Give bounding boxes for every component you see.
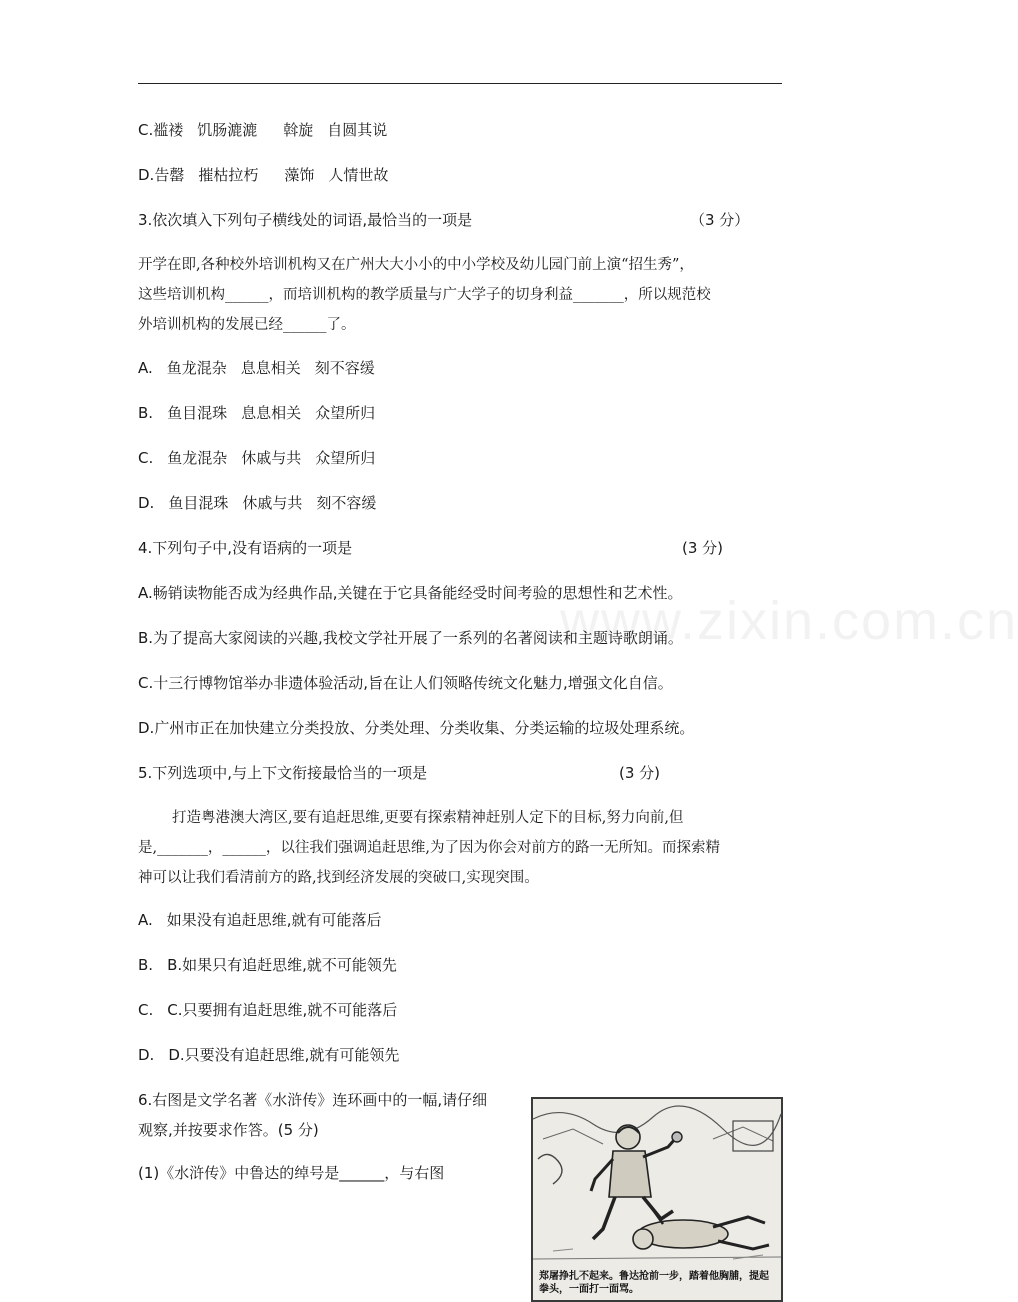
q3-option-c: C. 鱼龙混杂 休戚与共 众望所归 (138, 449, 376, 467)
q5-passage-line-1: 打造粤港澳大湾区,要有追赶思维,更要有探索精神赶别人定下的目标,努力向前,但 (172, 810, 684, 826)
q4-option-a: A.畅销读物能否成为经典作品,关键在于它具备能经受时间考验的思想性和艺术性。 (138, 584, 683, 602)
q6-stem-line-1: 6.右图是文学名著《水浒传》连环画中的一幅,请仔细 (138, 1091, 488, 1109)
q4-score: (3 分) (682, 539, 724, 557)
q5-stem: 5.下列选项中,与上下文衔接最恰当的一项是 (138, 764, 428, 782)
q5-passage-line-3: 神可以让我们看清前方的路,找到经济发展的突破口,实现突围。 (138, 870, 539, 886)
q5-passage-line-2: 是,_______，______，以往我们强调追赶思维,为了因为你会对前方的路一无所知。而探索精 (138, 840, 720, 856)
comic-illustration (531, 1097, 783, 1302)
comic-caption: 郑屠挣扎不起来。鲁达抢前一步，踏着他胸脯，提起拳头，一面打一面骂。 (539, 1271, 769, 1295)
q5-option-d: D. D.只要没有追赶思维,就有可能领先 (138, 1046, 400, 1064)
q3-option-d: D. 鱼目混珠 休戚与共 刻不容缓 (138, 494, 377, 512)
q5-option-b: B. B.如果只有追赶思维,就不可能领先 (138, 956, 397, 974)
q6-sub-question-1: (1)《水浒传》中鲁达的绰号是______，与右图 (138, 1164, 445, 1182)
option-d-line: D.告罄 摧枯拉朽 藻饰 人情世故 (138, 166, 389, 184)
q3-stem: 3.依次填入下列句子横线处的词语,最恰当的一项是 (138, 211, 473, 229)
q5-score: (3 分) (619, 764, 661, 782)
q6-stem-line-2: 观察,并按要求作答。(5 分) (138, 1121, 319, 1139)
q5-option-a: A. 如果没有追赶思维,就有可能落后 (138, 911, 382, 929)
option-c-line: C.褴褛 饥肠漉漉 斡旋 自圆其说 (138, 121, 388, 139)
q4-stem: 4.下列句子中,没有语病的一项是 (138, 539, 353, 557)
q4-option-d: D.广州市正在加快建立分类投放、分类处理、分类收集、分类运输的垃圾处理系统。 (138, 719, 695, 737)
watermark-text: www.zixin.com.cn (560, 591, 1018, 651)
header-rule (138, 83, 782, 84)
q4-option-b: B.为了提高大家阅读的兴趣,我校文学社开展了一系列的名著阅读和主题诗歌朗诵。 (138, 629, 683, 647)
comic-drawing (533, 1099, 781, 1269)
q3-passage-line-1: 开学在即,各种校外培训机构又在广州大大小小的中小学校及幼儿园门前上演“招生秀”， (138, 257, 694, 273)
q3-passage-line-2: 这些培训机构______，而培训机构的教学质量与广大学子的切身利益_______，所以规范校 (138, 287, 711, 303)
q3-passage-line-3: 外培训机构的发展已经______了。 (138, 317, 356, 333)
q3-option-b: B. 鱼目混珠 息息相关 众望所归 (138, 404, 376, 422)
q3-score: （3 分） (690, 211, 750, 229)
q5-option-c: C. C.只要拥有追赶思维,就不可能落后 (138, 1001, 398, 1019)
q3-option-a: A. 鱼龙混杂 息息相关 刻不容缓 (138, 359, 375, 377)
q4-option-c: C.十三行博物馆举办非遗体验活动,旨在让人们领略传统文化魅力,增强文化自信。 (138, 674, 673, 692)
